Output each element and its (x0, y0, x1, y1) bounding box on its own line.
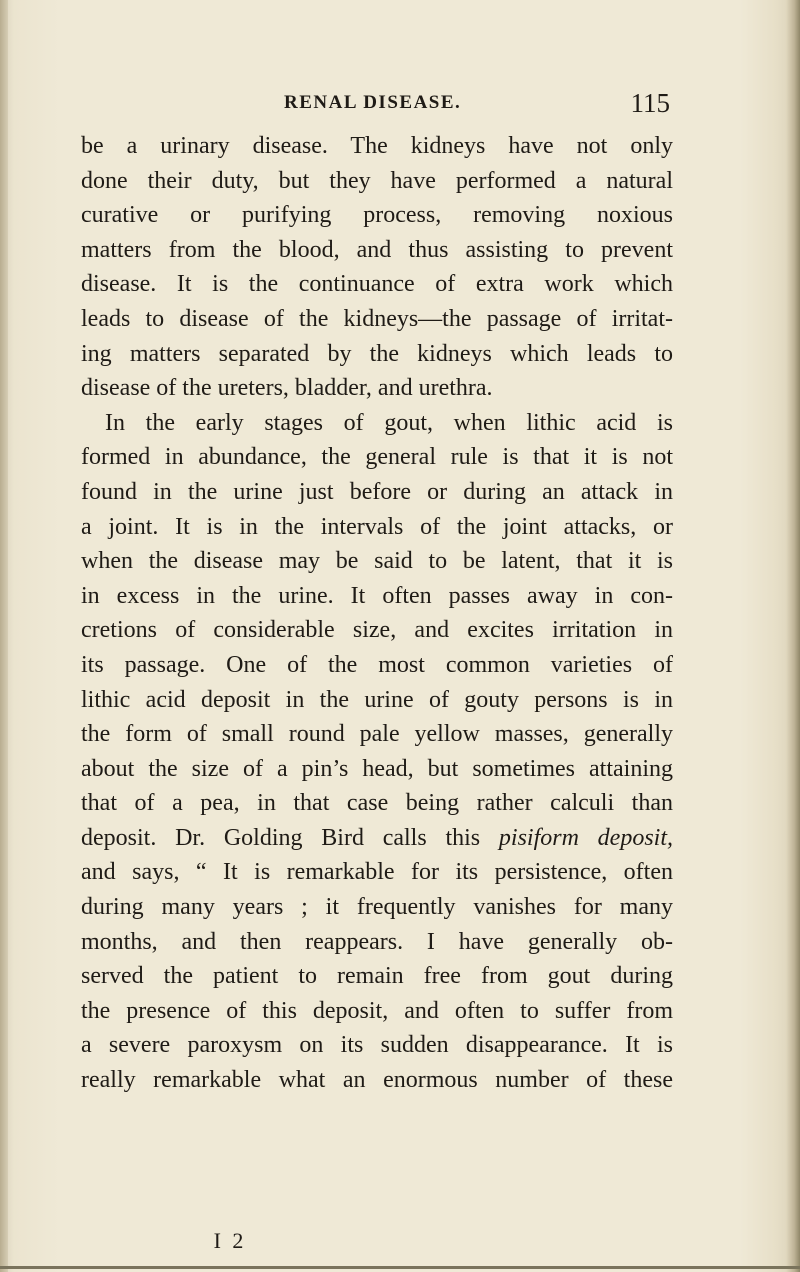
text-line: disease. It is the continuance of extra work which (81, 271, 673, 298)
text-line: its passage. One of the most common varieties of (81, 651, 673, 678)
text-line: ing matters separated by the kidneys which leads to (81, 340, 673, 367)
text-line: when the disease may be said to be latent, that it is (81, 548, 673, 575)
text-line: matters from the blood, and thus assisting to prevent (81, 236, 673, 263)
text-segment: deposit. Dr. Golding Bird calls this (81, 824, 481, 851)
text-line: months, and then reappears. I have generally ob- (81, 928, 673, 955)
page-bottom-edge (0, 1266, 800, 1269)
text-line: found in the urine just before or during an attack in (81, 478, 673, 505)
running-head: RENAL DISEASE. (284, 92, 462, 113)
text-line: served the patient to remain free from gout during (81, 963, 673, 990)
text-line: lithic acid deposit in the urine of gouty persons is in (81, 686, 673, 713)
text-line: about the size of a pin’s head, but sometimes attaining (81, 755, 673, 782)
text-line: really remarkable what an enormous number of these (81, 1067, 673, 1094)
text-line: cretions of considerable size, and excites irritation in (81, 617, 673, 644)
text-line: in excess in the urine. It often passes away in con- (81, 582, 673, 609)
page-left-shadow (0, 0, 8, 1272)
text-line (81, 821, 673, 856)
text-line: a joint. It is in the intervals of the joint attacks, or (81, 513, 673, 540)
text-line: and says, “ It is remarkable for its persistence, often (81, 859, 673, 886)
text-line: the form of small round pale yellow masses, generally (81, 721, 673, 748)
page-right-shadow (786, 0, 800, 1272)
text-line: during many years ; it frequently vanishes for many (81, 894, 673, 921)
page-number: 115 (630, 88, 670, 118)
text-line: done their duty, but they have performed a natural (81, 167, 673, 194)
page-footer (0, 1228, 800, 1254)
text-line: be a urinary disease. The kidneys have not only (81, 133, 673, 159)
text-line: the presence of this deposit, and often to suffer from (81, 997, 673, 1024)
text-line: leads to disease of the kidneys—the passage of irritat- (81, 305, 673, 332)
text-line: that of a pea, in that case being rather calculi than (81, 790, 673, 817)
text-line: curative or purifying process, removing noxious (81, 202, 673, 229)
text-line: In the early stages of gout, when lithic acid is (105, 409, 673, 436)
text-line: disease of the ureters, bladder, and urethra. (81, 375, 493, 402)
signature-mark: I 2 (213, 1228, 247, 1253)
text-line: a severe paroxysm on its sudden disappearance. It is (81, 1032, 673, 1059)
page-header (80, 88, 672, 120)
italic-term: pisiform deposit, (498, 824, 674, 851)
body-text (81, 129, 673, 1098)
text-line: formed in abundance, the general rule is that it is not (81, 444, 673, 471)
